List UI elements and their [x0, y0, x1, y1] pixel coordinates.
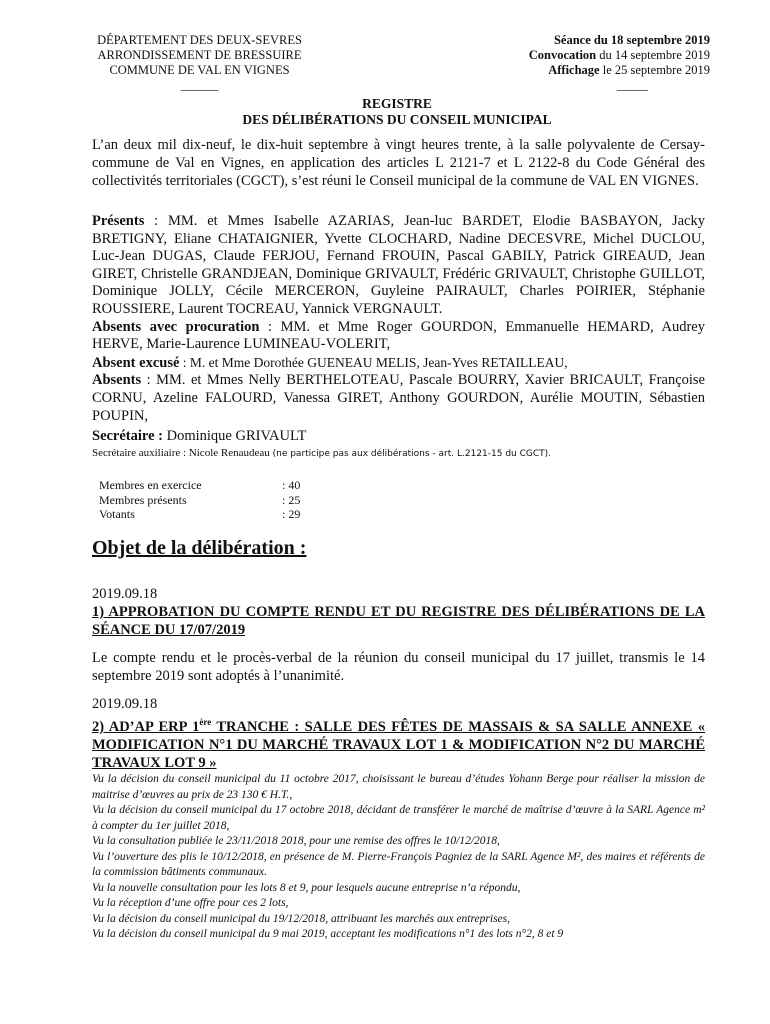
procuration — [92, 319, 705, 354]
count-label: Votants — [99, 507, 135, 521]
attendance-block — [92, 213, 705, 462]
presents-list: : MM. et Mmes Isabelle AZARIAS, Jean-luc BARDET, Elodie BASBAYON, Jacky BRETIGNY, Eliane CHATAIGNIER, Yvette CLOCHARD, Nadine DECESVRE, Michel DUCLOU, Luc-Jean DUGAS, Claude FERJOU, Fernand FROUIN, Pascal GABILY, Patrick GIREAUD, Jean GIRET, Christelle GRANDJEAN, Dominique GRIVAULT, Frédéric GRIVAULT, Christophe GUILLOT, Dominique JOLLY, Cécile MERCERON, Guyleine PAIRAULT, Charles POIRIER, Stéphanie ROUSSIERE, Laurent TOCREAU, Yannick VERGNAULT. — [92, 213, 705, 317]
seance-value: du 18 septembre 2019 — [593, 33, 710, 47]
absents-list: : MM. et Mmes Nelly BERTHELOTEAU, Pascale BOURRY, Xavier BRICAULT, Françoise CORNU, Azeline FALOURD, Vanessa GIRET, Anthony GOURDON, Aurélie MOUTIN, Sébastien POUPIN, — [92, 372, 705, 424]
register-title-line1: REGISTRE — [362, 96, 432, 111]
item1-heading: 1) APPROBATION DU COMPTE RENDU ET DU REGISTRE DES DÉLIBÉRATIONS DE LA SÉANCE DU 17/07/2019 — [92, 604, 705, 638]
count-row — [99, 478, 300, 493]
item2-heading-a: 2) AD’AP ERP 1 — [92, 718, 200, 735]
commune: COMMUNE DE VAL EN VIGNES — [109, 63, 290, 77]
item2-heading-b: TRANCHE : SALLE DES FÊTES DE MASSAIS & SA SALLE ANNEXE « MODIFICATION N°1 DU MARCHÉ TRAVAUX LOT 1 & MODIFICATION N°2 DU MARCHÉ TRAVAUX LOT 9 » — [92, 718, 705, 771]
excuse-list: : M. et Mme Dorothée GUENEAU MELIS, Jean-Yves RETAILLEAU, — [179, 354, 568, 370]
procuration-label: Absents avec procuration — [92, 318, 260, 335]
register-title — [92, 96, 702, 128]
auxiliaire-note: (ne participe pas aux délibérations - art. L.2121-15 du CGCT). — [269, 448, 552, 459]
header-left-rule: ______ — [180, 78, 219, 92]
vu-item: Vu l’ouverture des plis le 10/12/2018, en présence de M. Pierre-François Pagniez de la SARL Agence M², des maires et référents de la commission bâtiments communaux. — [92, 850, 705, 878]
secretaire — [92, 428, 705, 446]
intro-paragraph: L’an deux mil dix-neuf, le dix-huit septembre à vingt heures trente, à la salle polyvalente de Cersay-commune de Val en Vignes, en application des articles L 2121-7 et L 2122-8 du Code Général des collectivités territoriales (CGCT), s’est réuni le Conseil municipal de la commune de VAL EN VIGNES. — [92, 137, 705, 189]
item2-heading — [92, 713, 705, 772]
convocation-label: Convocation — [528, 48, 597, 62]
count-label: Membres en exercice — [99, 478, 202, 492]
member-counts — [99, 478, 300, 522]
header-right — [495, 33, 710, 93]
arrondissement: ARRONDISSEMENT DE BRESSUIRE — [97, 48, 302, 62]
seance-label: Séance — [553, 33, 591, 47]
seance-line — [495, 33, 710, 48]
secretaire-auxiliaire — [92, 446, 705, 462]
procuration-list: : MM. et Mme Roger GOURDON, Emmanuelle HEMARD, Audrey HERVE, Marie-Laurence LUMINEAU-VOLERIT, — [92, 318, 705, 353]
absents-label: Absents — [92, 372, 142, 389]
header-right-rule: _____ — [616, 78, 648, 92]
affichage-line — [495, 63, 710, 78]
departement: DÉPARTEMENT DES DEUX-SEVRES — [97, 33, 302, 47]
presents-label: Présents — [92, 213, 145, 229]
affichage-value: le 25 septembre 2019 — [602, 63, 710, 77]
count-row — [99, 493, 300, 508]
objet-heading: Objet de la délibération : — [92, 537, 307, 559]
count-value: : 29 — [282, 507, 301, 521]
count-label: Membres présents — [99, 492, 187, 507]
header-left — [92, 33, 307, 93]
vu-item: Vu la décision du conseil municipal du 11 octobre 2017, choisissant le bureau d’études Yohann Berge pour réaliser la mission de maitrise d’œuvres au prix de 23 130 € H.T., — [92, 773, 705, 801]
presents — [92, 213, 705, 319]
secretaire-name: Dominique GRIVAULT — [162, 428, 307, 445]
vu-item: Vu la consultation publiée le 23/11/2018 2018, pour une remise des offres le 10/12/2018, — [92, 835, 500, 847]
auxiliaire-text: Secrétaire auxiliaire : Nicole Renaudeau — [92, 446, 270, 459]
affichage-label: Affichage — [548, 63, 600, 77]
absents — [92, 372, 705, 425]
vu-list — [92, 772, 705, 943]
vu-item: Vu la réception d’une offre pour ces 2 lots, — [92, 897, 289, 909]
item1-date: 2019.09.18 — [92, 586, 158, 602]
secretaire-label: Secrétaire : — [92, 428, 163, 445]
item1-text: Le compte rendu et le procès-verbal de la réunion du conseil municipal du 17 juillet, transmis le 14 septembre 2019 sont adoptés à l’unanimité. — [92, 650, 705, 684]
vu-item: Vu la décision du conseil municipal du 17 octobre 2018, décidant de transférer le marché de maîtrise d’œuvre à la SARL Agence m² à compter du 1er juillet 2018, — [92, 804, 705, 832]
convocation-line — [495, 48, 710, 63]
count-row — [99, 507, 300, 522]
item2-date: 2019.09.18 — [92, 696, 158, 712]
vu-item: Vu la décision du conseil municipal du 19/12/2018, attribuant les marchés aux entreprises, — [92, 912, 510, 925]
excuse-label: Absent excusé — [92, 354, 180, 371]
item2-heading-sup: ère — [199, 717, 212, 727]
vu-item: Vu la décision du conseil municipal du 9 mai 2019, acceptant les modifications n°1 des lots n°2, 8 et 9 — [92, 928, 564, 940]
count-value: : 40 — [282, 478, 301, 492]
excuse — [92, 354, 705, 373]
count-value: : 25 — [282, 492, 301, 507]
register-title-line2: DES DÉLIBÉRATIONS DU CONSEIL MUNICIPAL — [242, 112, 552, 127]
convocation-value: du 14 septembre 2019 — [599, 48, 710, 62]
vu-item: Vu la nouvelle consultation pour les lots 8 et 9, pour lesquels aucune entreprise n’a répondu, — [92, 881, 521, 894]
